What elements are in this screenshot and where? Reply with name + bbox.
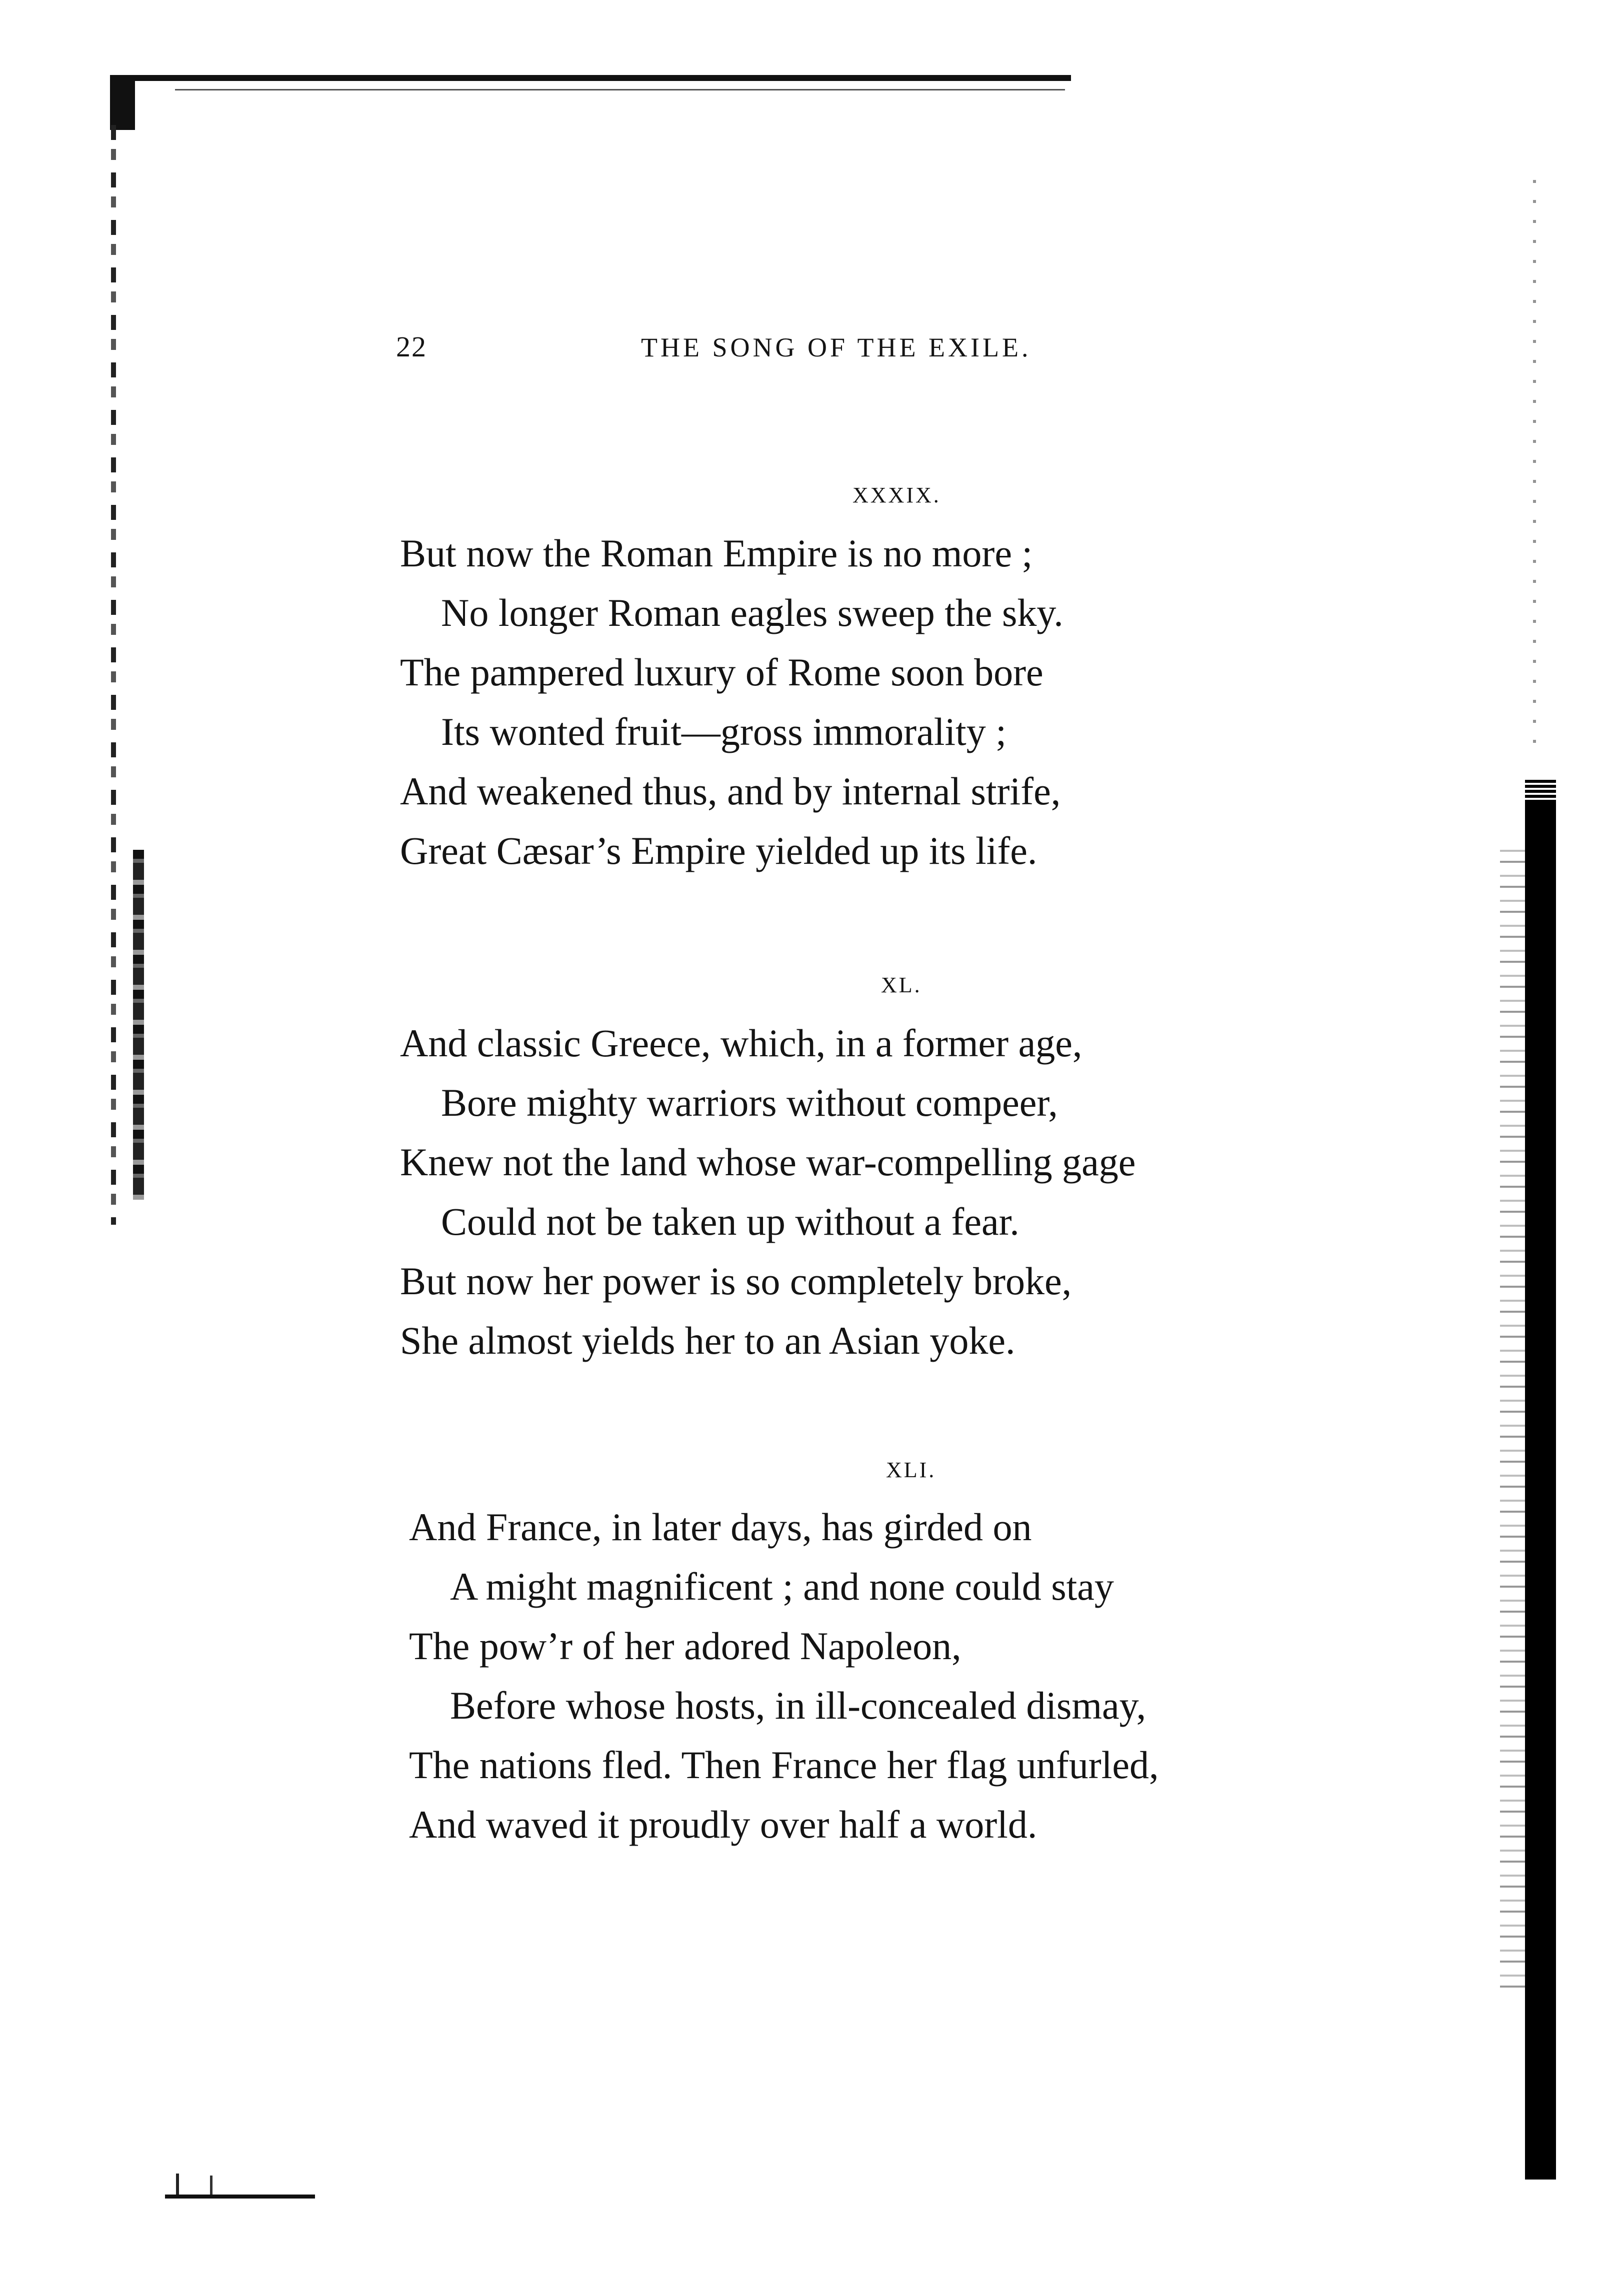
scan-edge-artifact [1533, 180, 1536, 755]
verse-line: But now the Roman Empire is no more ; [400, 531, 1033, 575]
verse-line: And classic Greece, which, in a former age, [400, 1021, 1082, 1065]
scan-edge-artifact [111, 125, 116, 1225]
book-title: THE SONG OF THE EXILE. [641, 332, 1032, 362]
scan-edge-artifact [1525, 780, 1556, 800]
running-head [396, 330, 1156, 370]
verse-line: Great Cæsar’s Empire yielded up its life. [400, 829, 1038, 872]
stanza-lines [400, 1013, 1136, 1370]
verse-line: And France, in later days, has girded on [409, 1505, 1032, 1549]
verse-line: No longer Roman eagles sweep the sky. [441, 591, 1064, 634]
verse-line: Its wonted fruit—gross immorality ; [441, 710, 1006, 753]
scan-edge-artifact [110, 75, 135, 130]
scan-edge-artifact [175, 89, 1065, 90]
verse-line: Knew not the land whose war-compelling gage [400, 1140, 1136, 1184]
verse-line: Bore mighty warriors without compeer, [441, 1081, 1058, 1124]
scan-edge-artifact [1525, 800, 1556, 2180]
scan-edge-artifact [165, 2195, 315, 2199]
scan-edge-artifact [210, 2176, 212, 2196]
verse-line: The nations fled. Then France her flag unfurled, [409, 1743, 1159, 1787]
stanza-lines [400, 523, 1064, 880]
stanza-lines [409, 1497, 1159, 1854]
scan-edge-artifact [1500, 850, 1525, 2000]
stanza-number: XXXIX. [852, 483, 941, 507]
verse-line: She almost yields her to an Asian yoke. [400, 1319, 1016, 1362]
verse-line: A might magnificent ; and none could stay [450, 1565, 1114, 1608]
verse-line: And weakened thus, and by internal strife, [400, 769, 1061, 813]
verse-line: Before whose hosts, in ill-concealed dismay, [450, 1684, 1146, 1727]
page-number: 22 [396, 330, 427, 363]
stanza-number: XLI. [886, 1458, 936, 1482]
stanza-number: XL. [881, 973, 922, 997]
verse-line: The pampered luxury of Rome soon bore [400, 650, 1044, 694]
verse-line: The pow’r of her adored Napoleon, [409, 1624, 962, 1668]
scan-edge-artifact [116, 75, 1071, 81]
verse-line: And waved it proudly over half a world. [409, 1803, 1038, 1846]
scan-edge-artifact [133, 850, 144, 1200]
verse-line: But now her power is so completely broke, [400, 1259, 1072, 1303]
verse-line: Could not be taken up without a fear. [441, 1200, 1020, 1243]
